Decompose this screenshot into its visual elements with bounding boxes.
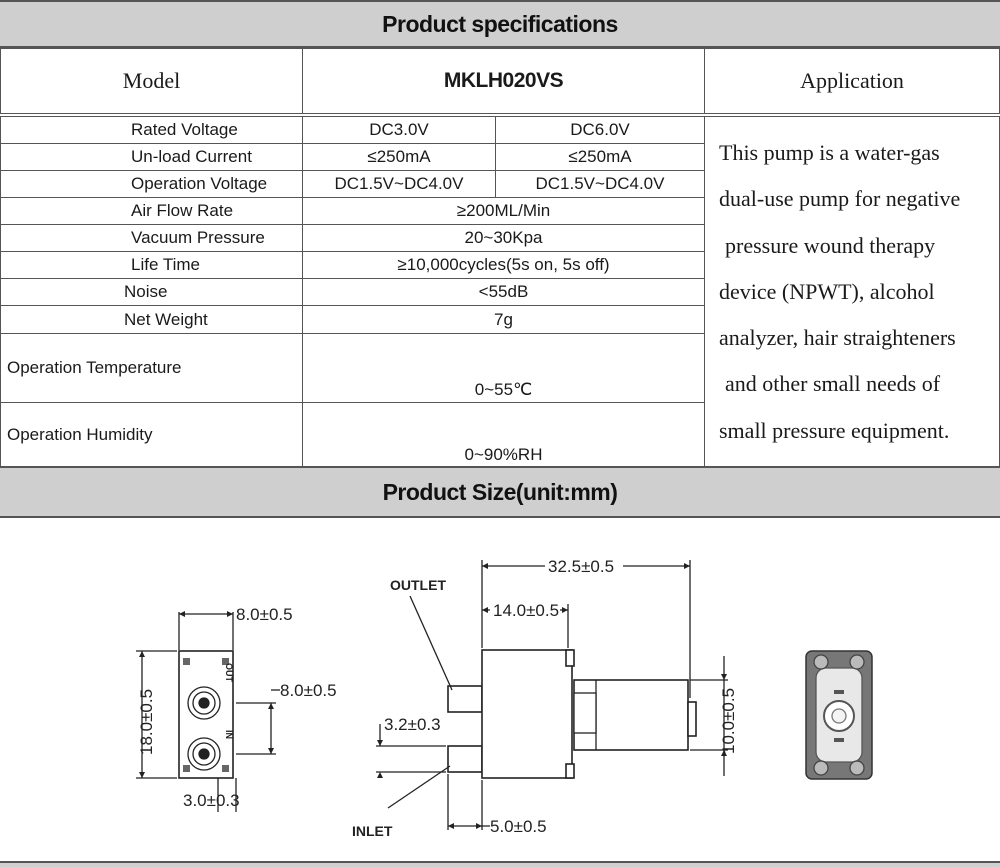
row-rated-voltage-label: Rated Voltage xyxy=(0,116,303,144)
row-unload-current-label: Un-load Current xyxy=(0,143,303,171)
model-label: Model xyxy=(122,68,181,93)
end-view xyxy=(806,651,872,779)
dim-front-width: 8.0±0.5 xyxy=(236,605,293,624)
dim-side-body: 14.0±0.5 xyxy=(493,601,560,620)
row-operation-temperature-value: 0~55℃ xyxy=(302,333,705,403)
row-unload-current-v2: ≤250mA xyxy=(495,143,705,171)
row-unload-current-v1: ≤250mA xyxy=(302,143,496,171)
row-operation-humidity-value: 0~90%RH xyxy=(302,402,705,468)
row-life-time-label: Life Time xyxy=(0,251,303,279)
out-mark: OUT xyxy=(224,663,234,682)
outlet-label: OUTLET xyxy=(390,577,446,593)
specs-header-title: Product specifications xyxy=(382,10,618,37)
size-header xyxy=(0,466,1000,518)
row-operation-humidity-label: Operation Humidity xyxy=(0,402,303,468)
row-vacuum-pressure-value: 20~30Kpa xyxy=(302,224,705,252)
pump-body xyxy=(482,650,572,778)
row-air-flow-label: Air Flow Rate xyxy=(0,197,303,225)
front-view xyxy=(136,605,337,812)
row-net-weight-value: 7g xyxy=(302,305,705,334)
model-value-cell xyxy=(302,48,705,114)
application-line: device (NPWT), alcohol xyxy=(719,278,935,304)
side-view xyxy=(352,556,738,839)
application-line: dual-use pump for negative xyxy=(719,186,961,212)
row-air-flow-value: ≥200ML/Min xyxy=(302,197,705,225)
row-net-weight-label: Net Weight xyxy=(0,305,303,334)
row-vacuum-pressure-label: Vacuum Pressure xyxy=(0,224,303,252)
dim-front-bottom: 3.0±0.3 xyxy=(183,791,240,810)
inlet-nozzle xyxy=(448,746,482,772)
bottom-border xyxy=(0,861,1000,867)
application-description xyxy=(704,116,1000,468)
application-label: Application xyxy=(800,68,904,93)
application-line: analyzer, hair straighteners xyxy=(719,325,956,351)
dim-side-height: 10.0±0.5 xyxy=(719,687,738,754)
row-operation-voltage-v2: DC1.5V~DC4.0V xyxy=(495,170,705,198)
inlet-label: INLET xyxy=(352,823,393,839)
outlet-nozzle xyxy=(448,686,482,712)
size-header-title: Product Size(unit:mm) xyxy=(382,478,618,505)
application-line: This pump is a water-gas xyxy=(719,139,940,165)
row-life-time-value: ≥10,000cycles(5s on, 5s off) xyxy=(302,251,705,279)
dim-front-pitch: 8.0±0.5 xyxy=(280,681,337,700)
row-noise-value: <55dB xyxy=(302,278,705,306)
row-rated-voltage-v1: DC3.0V xyxy=(302,116,496,144)
application-line: pressure wound therapy xyxy=(725,232,936,258)
dim-side-length: 32.5±0.5 xyxy=(548,557,615,576)
in-mark: IN xyxy=(224,730,234,739)
row-rated-voltage-v2: DC6.0V xyxy=(495,116,705,144)
application-line: small pressure equipment. xyxy=(719,417,950,443)
dimension-drawing xyxy=(0,518,1000,867)
row-operation-voltage-label: Operation Voltage xyxy=(0,170,303,198)
dim-front-height: 18.0±0.5 xyxy=(137,688,156,755)
model-label-cell xyxy=(0,48,303,114)
row-operation-voltage-v1: DC1.5V~DC4.0V xyxy=(302,170,496,198)
dim-side-nozzle: 5.0±0.5 xyxy=(490,817,547,836)
application-line: and other small needs of xyxy=(725,371,941,397)
dim-side-port: 3.2±0.3 xyxy=(384,715,441,734)
specs-header xyxy=(0,0,1000,48)
row-operation-temperature-label: Operation Temperature xyxy=(0,333,303,403)
row-noise-label: Noise xyxy=(0,278,303,306)
application-label-cell xyxy=(704,48,1000,114)
model-value: MKLH020VS xyxy=(443,69,564,92)
